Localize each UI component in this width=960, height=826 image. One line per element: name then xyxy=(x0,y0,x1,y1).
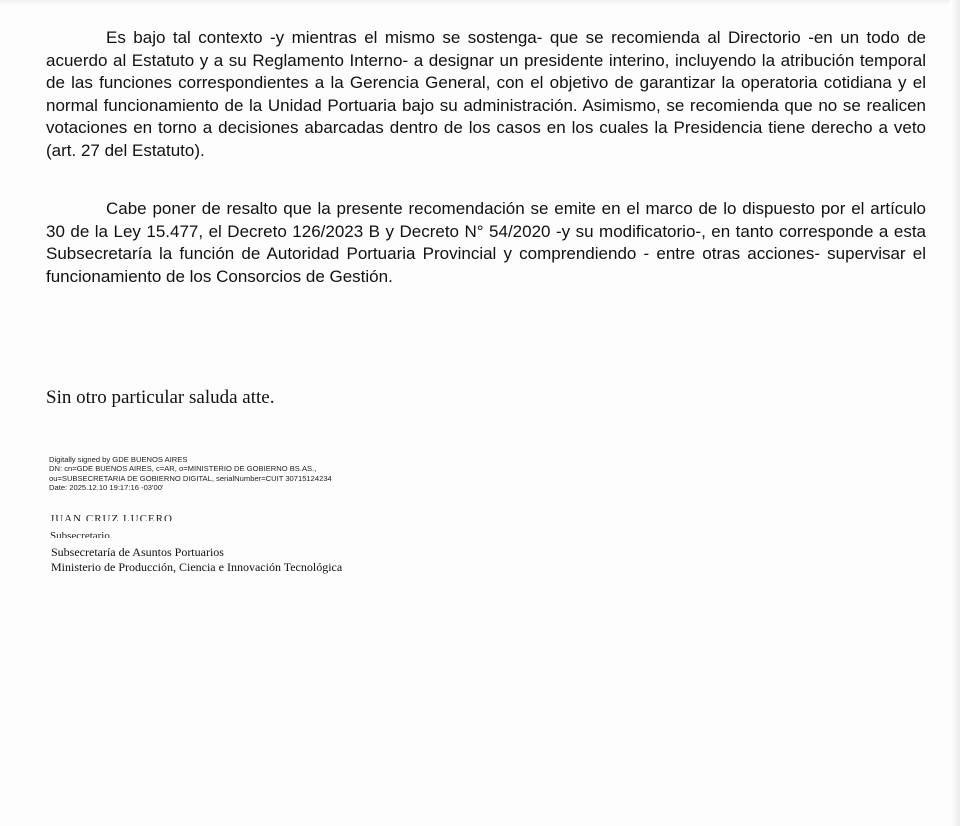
issuing-office xyxy=(51,545,342,575)
paragraph-recommendation: Es bajo tal contexto -y mientras el mismo se sostenga- que se recomienda al Directorio -en un todo de acuerdo al Estatuto y a su Reglamento Interno- a designar un presidente interino, incluyendo la atribución temporal de las funciones correspondientes a la Gerencia General, con el objetivo de garantizar la operatoria cotidiana y el normal funcionamiento de la Unidad Portuaria bajo su administración. Asimismo, se recomienda que no se realicen votaciones en torno a decisiones abarcadas dentro de los casos en los cuales la Presidencia tiene derecho a veto (art. 27 del Estatuto). xyxy=(46,28,926,160)
page-top-shadow xyxy=(0,0,960,6)
signer-name xyxy=(50,514,173,521)
signer-title-text: Subsecretario xyxy=(50,531,110,538)
signature-line: DN: cn=GDE BUENOS AIRES, c=AR, o=MINISTERIO DE GOBIERNO BS.AS., xyxy=(49,464,317,474)
ministry-name: Ministerio de Producción, Ciencia e Innovación Tecnológica xyxy=(51,560,343,574)
signer-title xyxy=(50,531,110,538)
digital-signature-stamp xyxy=(49,455,469,493)
signature-line: Date: 2025.12.10 19:17:16 -03'00' xyxy=(49,483,164,493)
paragraph-legal-basis: Cabe poner de resalto que la presente recomendación se emite en el marco de lo dispuesto por el artículo 30 de la Ley 15.477, el Decreto 126/2023 B y Decreto N° 54/2020 -y su modificatorio-, en tanto corresponde a esta Subsecretaría la función de Autoridad Portuaria Provincial y comprendiendo - entre otras acciones- supervisar el funcionamiento de los Consorcios de Gestión. xyxy=(46,199,926,286)
signature-line: ou=SUBSECRETARIA DE GOBIERNO DIGITAL, serialNumber=CUIT 30715124234 xyxy=(49,473,332,483)
page-right-edge xyxy=(950,0,960,826)
closing-salutation: Sin otro particular saluda atte. xyxy=(46,387,275,408)
signature-line: Digitally signed by GDE BUENOS AIRES xyxy=(49,455,188,464)
signer-name-text: JUAN CRUZ LUCERO xyxy=(50,514,173,521)
office-name: Subsecretaría de Asuntos Portuarios xyxy=(51,545,224,559)
